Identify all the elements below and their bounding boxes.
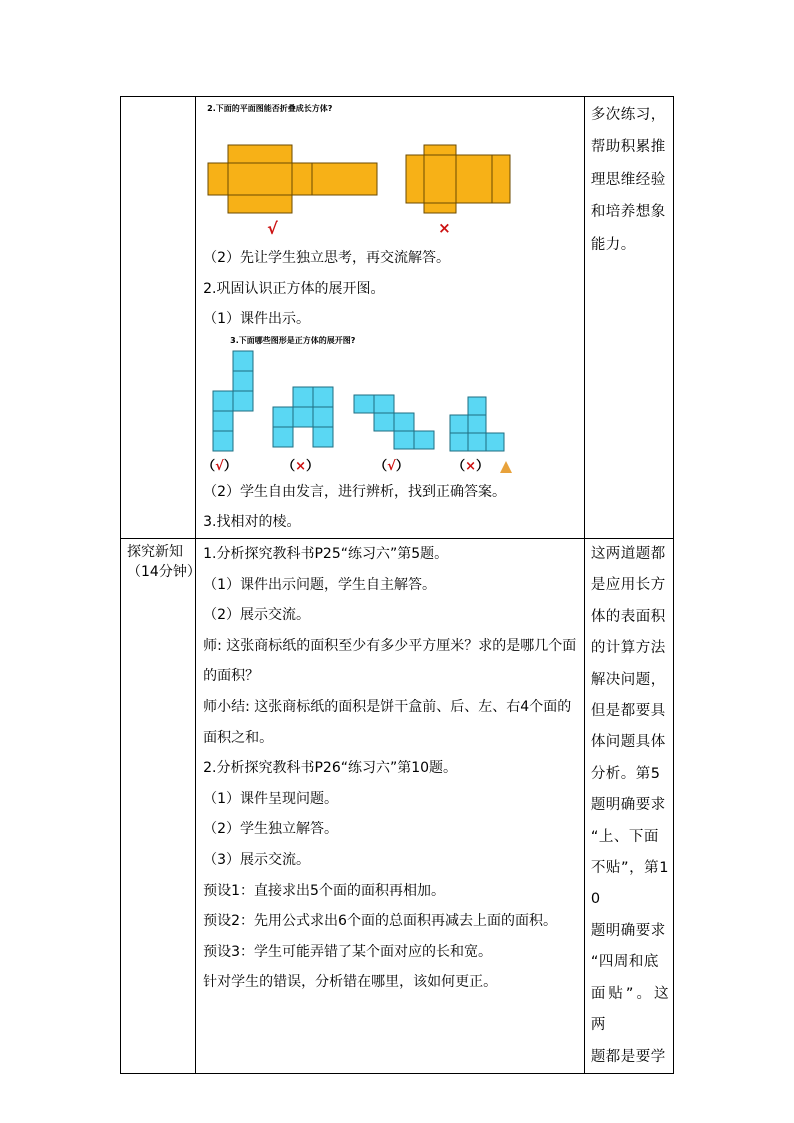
note-cell-practice <box>584 97 673 539</box>
text-line: （2）先让学生独立思考，再交流解答。 <box>203 250 451 266</box>
text-line: 预设3：学生可能弄错了某个面对应的长和宽。 <box>203 943 493 960</box>
stage-cell-explore <box>121 539 201 1074</box>
content-cell-practice <box>196 97 585 539</box>
text-line: （1）课件出示。 <box>203 311 311 328</box>
text-line: （1）课件呈现问题。 <box>203 790 339 807</box>
text-line: （1）课件出示问题，学生自主解答。 <box>203 576 437 593</box>
text-line: （2）展示交流。 <box>203 607 311 624</box>
answer-paren-1: （√） <box>202 458 237 474</box>
text-line: 2.巩固认识正方体的展开图。 <box>203 280 385 297</box>
text-line: 的面积？ <box>203 668 260 685</box>
row-practice <box>121 97 674 539</box>
cube-net-figure <box>196 335 584 477</box>
text-line: （3）展示交流。 <box>203 851 311 868</box>
text-line: 1.分析探究教科书P25“练习六”第5题。 <box>203 546 449 562</box>
fig1-mark-2: × <box>438 219 451 237</box>
text-line: 面积之和。 <box>203 729 274 746</box>
stage-cell-empty <box>121 97 196 539</box>
text-line: 预设2：先用公式求出6个面的总面积再减去上面的面积。 <box>203 913 557 930</box>
fig1-title: 2.下面的平面图能否折叠成长方体? <box>207 104 333 113</box>
cuboid-net-drawing <box>196 97 584 243</box>
text-line: 预设1：直接求出5个面的面积再相加。 <box>203 882 445 899</box>
cuboid-net-figure <box>196 97 584 243</box>
text-line: 3.找相对的棱。 <box>203 514 301 531</box>
text-line: （2）学生独立解答。 <box>203 821 339 838</box>
text-line: 针对学生的错误，分析错在哪里，该如何更正。 <box>203 974 498 991</box>
fig1-mark-1: √ <box>267 219 278 238</box>
row-explore <box>121 539 674 1074</box>
text-line: （2）学生自由发言，进行辨析，找到正确答案。 <box>203 483 507 500</box>
answer-paren-4: （×） <box>452 458 490 474</box>
text-line: 师: 这张商标纸的面积至少有多少平方厘米？求的是哪几个面 <box>203 637 577 654</box>
note-cell-explore <box>584 539 673 1074</box>
stage-label: 探究新知（14分钟） <box>127 544 201 580</box>
lesson-table <box>120 96 674 1074</box>
answer-paren-3: （√） <box>374 458 409 474</box>
answer-paren-2: （×） <box>282 458 320 474</box>
hint-triangle-icon <box>500 461 512 473</box>
note-text: 这两道题都 是应用长方 体的表面积 的计算方法 解决问题， 但是都要具 体问题具体 分析。第5 题明确要求 “上、下面 不贴”，第10 题明确要求 “四周和底 面贴”。这两 题都是要学 <box>590 546 669 1065</box>
text-line: 师小结: 这张商标纸的面积是饼干盒前、后、左、右4个面的 <box>203 698 572 715</box>
note-text: 多次练习， 帮助积累推 理思维经验 和培养想象 能力。 <box>590 107 666 253</box>
content-cell-explore <box>196 539 585 1074</box>
text-line: 2.分析探究教科书P26“练习六”第10题。 <box>203 760 458 777</box>
fig2-title: 3.下面哪些图形是正方体的展开图? <box>230 335 356 345</box>
